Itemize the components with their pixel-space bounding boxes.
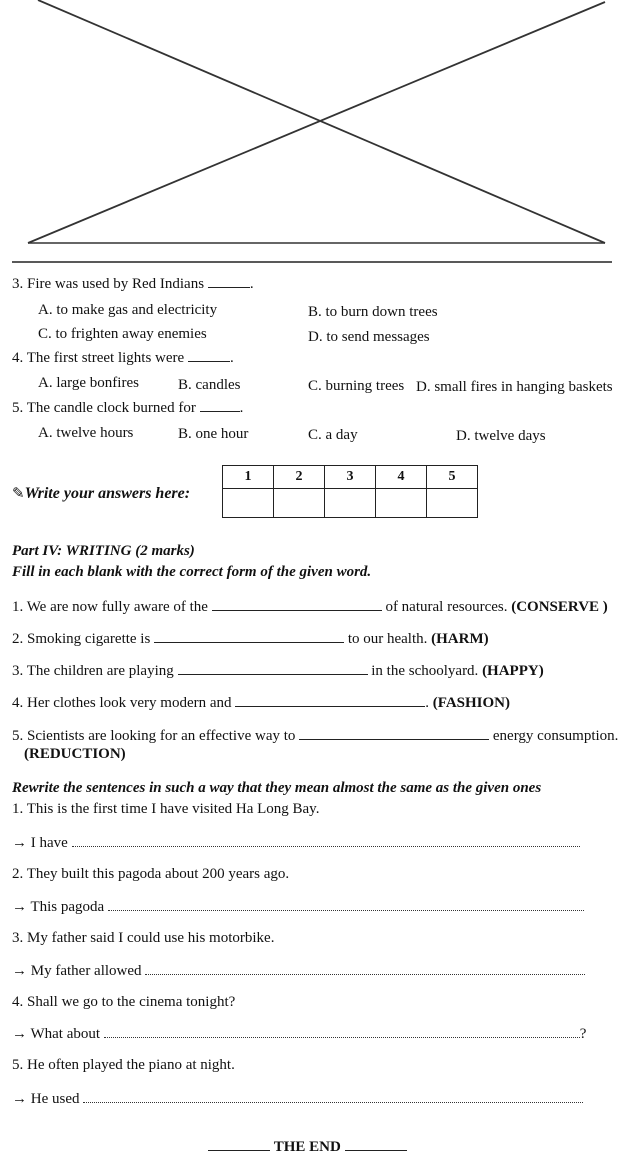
answer-blank[interactable] — [200, 399, 240, 412]
part4-instruction-word-form: Fill in each blank with the correct form of the given word. — [12, 564, 372, 580]
word-form-item-3: 3. The children are playing in the schoolyard. (HAPPY) — [12, 663, 544, 679]
rewrite-answer-line-4: → What about ? — [12, 1026, 587, 1042]
rewrite-sentence-5: 5. He often played the piano at night. — [12, 1057, 235, 1073]
given-word: (HAPPY) — [482, 663, 544, 679]
answer-table — [222, 465, 478, 518]
answer-cell[interactable] — [223, 489, 274, 518]
question-3: 3. Fire was used by Red Indians . — [12, 276, 254, 292]
given-word: (HARM) — [431, 631, 489, 647]
rewrite-answer-line-5: → He used — [12, 1090, 583, 1108]
part4-title: Part IV: WRITING (2 marks) — [12, 543, 195, 559]
answer-blank[interactable] — [178, 662, 368, 675]
answer-col-header: 2 — [274, 466, 325, 489]
option-3a[interactable]: A. to make gas and electricity — [38, 302, 218, 318]
question-stem: The candle clock burned for — [26, 400, 196, 416]
answer-cell[interactable] — [325, 489, 376, 518]
rewrite-sentence-1: 1. This is the first time I have visited Ha Long Bay. — [12, 801, 320, 817]
decorative-rule — [208, 1138, 270, 1151]
option-3d[interactable]: D. to send messages — [308, 329, 430, 345]
answer-dotted-line[interactable] — [108, 898, 584, 911]
question-number: 3. — [12, 276, 24, 292]
answer-cell[interactable] — [274, 489, 325, 518]
option-4d[interactable]: D. small fires in hanging baskets — [416, 379, 613, 395]
answer-dotted-line[interactable] — [83, 1090, 583, 1103]
option-4a[interactable]: A. large bonfires — [38, 375, 139, 391]
part4-instruction-rewrite: Rewrite the sentences in such a way that they mean almost the same as the given ones — [12, 780, 542, 796]
option-3b[interactable]: B. to burn down trees — [308, 304, 438, 320]
option-4b[interactable]: B. candles — [178, 377, 241, 393]
answer-prompt: ✎Write your answers here: — [12, 485, 191, 502]
answer-col-header: 4 — [376, 466, 427, 489]
answer-blank[interactable] — [299, 727, 489, 740]
answer-table-row — [223, 489, 478, 518]
answer-col-header: 5 — [427, 466, 478, 489]
answer-dotted-line[interactable] — [145, 962, 585, 975]
answer-table-header — [223, 466, 478, 489]
answer-blank[interactable] — [208, 275, 250, 288]
rewrite-sentence-4: 4. Shall we go to the cinema tonight? — [12, 994, 236, 1010]
answer-col-header: 3 — [325, 466, 376, 489]
rewrite-answer-line-1: → I have — [12, 834, 580, 852]
crossed-out-image-placeholder — [0, 0, 630, 265]
answer-col-header: 1 — [223, 466, 274, 489]
word-form-item-1: 1. We are now fully aware of the of natural resources. (CONSERVE ) — [12, 599, 608, 615]
answer-blank[interactable] — [235, 694, 425, 707]
answer-dotted-line[interactable] — [104, 1025, 580, 1038]
answer-blank[interactable] — [212, 598, 382, 611]
the-end: THE END — [208, 1138, 407, 1156]
answer-blank[interactable] — [188, 349, 230, 362]
option-5b[interactable]: B. one hour — [178, 426, 249, 442]
question-stem: The first street lights were — [26, 350, 185, 366]
question-4: 4. The first street lights were . — [12, 350, 234, 366]
option-5d[interactable]: D. twelve days — [456, 428, 546, 444]
rewrite-answer-line-3: → My father allowed — [12, 962, 585, 980]
word-form-item-5: 5. Scientists are looking for an effective way to energy consumption. — [12, 728, 619, 744]
option-4c[interactable]: C. burning trees — [308, 378, 405, 394]
given-word: (REDUCTION) — [24, 746, 126, 762]
answer-blank[interactable] — [154, 630, 344, 643]
rewrite-sentence-3: 3. My father said I could use his motorbike. — [12, 930, 275, 946]
word-form-item-4: 4. Her clothes look very modern and . (FASHION) — [12, 695, 511, 711]
given-word: (CONSERVE ) — [511, 599, 608, 615]
question-stem: Fire was used by Red Indians — [27, 276, 205, 292]
pencil-icon: ✎ — [12, 486, 25, 502]
option-5a[interactable]: A. twelve hours — [38, 425, 134, 441]
given-word: (FASHION) — [432, 695, 511, 711]
question-number: 4. — [12, 350, 24, 366]
answer-cell[interactable] — [376, 489, 427, 518]
rewrite-answer-line-2: → This pagoda — [12, 898, 584, 916]
rewrite-sentence-2: 2. They built this pagoda about 200 years ago. — [12, 866, 290, 882]
question-5: 5. The candle clock burned for . — [12, 400, 244, 416]
option-3c[interactable]: C. to frighten away enemies — [38, 326, 207, 342]
option-5c[interactable]: C. a day — [308, 427, 358, 443]
answer-dotted-line[interactable] — [72, 834, 580, 847]
question-number: 5. — [12, 400, 24, 416]
answer-cell[interactable] — [427, 489, 478, 518]
decorative-rule — [345, 1138, 407, 1151]
word-form-item-2: 2. Smoking cigarette is to our health. (HARM) — [12, 631, 489, 647]
